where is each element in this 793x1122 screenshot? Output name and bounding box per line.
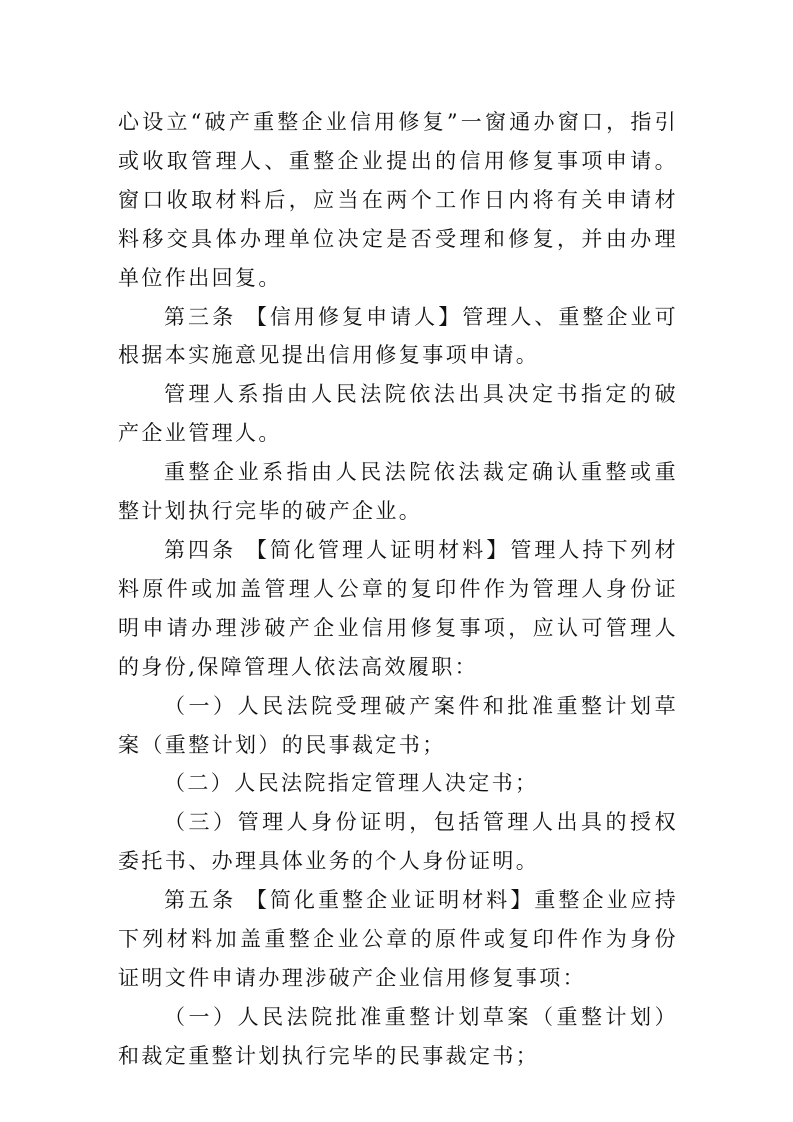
list-item-article-4-1: （一）人民法院受理破产案件和批准重整计划草案（重整计划）的民事裁定书； [118, 693, 678, 757]
document-body [118, 103, 678, 1076]
list-item-article-5-1: （一）人民法院批准重整计划草案（重整计划）和裁定重整计划执行完毕的民事裁定书； [118, 1004, 678, 1068]
paragraph-administrator-definition: 管理人系指由人民法院依法出具决定书指定的破产企业管理人。 [118, 382, 678, 446]
list-item-article-4-3: （三）管理人身份证明，包括管理人出具的授权委托书、办理具体业务的个人身份证明。 [118, 810, 678, 874]
list-item-article-4-2: （二）人民法院指定管理人决定书； [164, 771, 539, 796]
paragraph-article-4: 第四条 【简化管理人证明材料】管理人持下列材料原件或加盖管理人公章的复印件作为管理人身份证明申请办理涉破产企业信用修复事项，应认可管理人的身份,保障管理人依法高效履职： [118, 537, 678, 679]
paragraph-window-service: 心设立“破产重整企业信用修复”一窗通办窗口，指引或收取管理人、重整企业提出的信用修复事项申请。窗口收取材料后，应当在两个工作日内将有关申请材料移交具体办理单位决定是否受理和修复，并由办理单位作出回复。 [118, 110, 678, 290]
paragraph-article-5: 第五条 【简化重整企业证明材料】重整企业应持下列材料加盖重整企业公章的原件或复印件作为身份证明文件申请办理涉破产企业信用修复事项： [118, 888, 678, 990]
paragraph-reorganized-enterprise-definition: 重整企业系指由人民法院依法裁定确认重整或重整计划执行完毕的破产企业。 [118, 460, 678, 524]
paragraph-article-3: 第三条 【信用修复申请人】管理人、重整企业可根据本实施意见提出信用修复事项申请。 [118, 304, 678, 368]
